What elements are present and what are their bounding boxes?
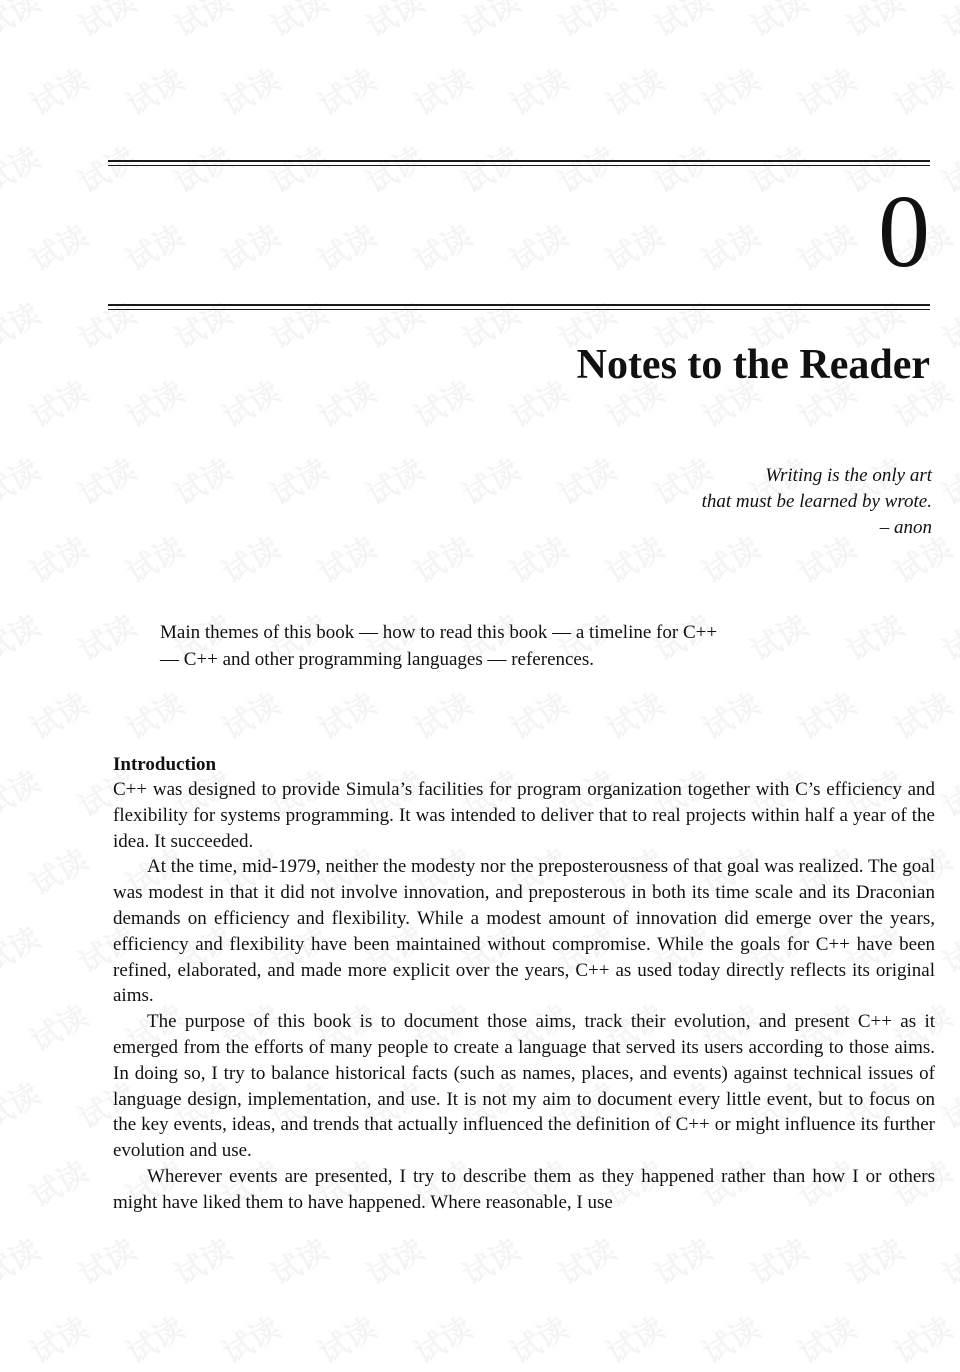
watermark-mark	[21, 524, 95, 592]
watermark-mark	[933, 602, 960, 670]
watermark-mark	[933, 1226, 960, 1294]
watermark-mark	[789, 56, 863, 124]
watermark-mark	[549, 0, 623, 46]
watermark-mark	[405, 212, 479, 280]
watermark-mark	[357, 446, 431, 514]
watermark-mark	[69, 134, 143, 202]
watermark-mark	[405, 56, 479, 124]
watermark-mark	[21, 1304, 95, 1372]
watermark-mark	[21, 680, 95, 748]
watermark-mark	[453, 0, 527, 46]
watermark-mark	[453, 1226, 527, 1294]
themes-line-2: — C++ and other programming languages — references.	[160, 649, 595, 670]
watermark-mark	[117, 56, 191, 124]
watermark-mark	[357, 290, 431, 358]
watermark-mark	[213, 1304, 287, 1372]
watermark-mark	[0, 0, 47, 46]
watermark-mark	[597, 680, 671, 748]
watermark-mark	[885, 56, 959, 124]
watermark-mark	[549, 446, 623, 514]
chapter-rule-top-thin	[108, 165, 930, 166]
paragraph-4: Wherever events are presented, I try to describe them as they happened rather than how I or others might have liked them to have happened. Where reasonable, I use	[113, 1165, 935, 1213]
watermark-mark	[693, 56, 767, 124]
watermark-mark	[213, 212, 287, 280]
section-heading: Introduction	[113, 754, 217, 775]
paragraph-3: The purpose of this book is to document those aims, track their evolution, and present C++ as it emerged from the efforts of many people to create a language that served its users according to those aims. In doing so, I try to balance historical facts (such as names, places, and events) against technical issues of language design, implementation, and use. It is not my aim to document every little event, but to focus on the key events, ideas, and trends that actually influenced the definition of C++ or might influence its further evolution and use.	[113, 1011, 935, 1162]
watermark-mark	[501, 680, 575, 748]
watermark-mark	[69, 290, 143, 358]
watermark-mark	[789, 1304, 863, 1372]
watermark-mark	[357, 0, 431, 46]
watermark-mark	[933, 1070, 960, 1138]
watermark-mark	[0, 290, 47, 358]
watermark-mark	[69, 1226, 143, 1294]
watermark-mark	[357, 1226, 431, 1294]
watermark-mark	[0, 758, 47, 826]
watermark-mark	[117, 524, 191, 592]
chapter-number: 0	[878, 174, 930, 289]
epigraph-attribution: – anon	[879, 517, 932, 538]
epigraph-line-2: that must be learned by wrote.	[701, 491, 932, 512]
watermark-mark	[309, 524, 383, 592]
watermark-mark	[933, 134, 960, 202]
watermark-mark	[597, 212, 671, 280]
watermark-mark	[69, 446, 143, 514]
watermark-mark	[69, 602, 143, 670]
watermark-mark	[213, 680, 287, 748]
themes-line-1: Main themes of this book — how to read this book — a timeline for C++	[160, 622, 718, 643]
chapter-themes	[160, 619, 900, 673]
watermark-mark	[165, 1226, 239, 1294]
watermark-mark	[501, 212, 575, 280]
watermark-mark	[645, 1226, 719, 1294]
watermark-mark	[0, 914, 47, 982]
watermark-mark	[0, 1226, 47, 1294]
watermark-mark	[933, 914, 960, 982]
watermark-mark	[405, 524, 479, 592]
watermark-mark	[693, 1304, 767, 1372]
watermark-mark	[693, 212, 767, 280]
watermark-mark	[453, 290, 527, 358]
watermark-mark	[117, 1304, 191, 1372]
watermark-mark	[213, 56, 287, 124]
watermark-mark	[933, 0, 960, 46]
watermark-mark	[501, 1304, 575, 1372]
watermark-mark	[261, 446, 335, 514]
watermark-mark	[309, 56, 383, 124]
watermark-mark	[885, 1304, 959, 1372]
paragraph-2: At the time, mid-1979, neither the modesty nor the preposterousness of that goal was realized. The goal was modest in that it did not involve innovation, and preposterous in both its time scale and its Draconian demands on efficiency and flexibility. While a modest amount of innovation did emerge over the years, efficiency and flexibility have been maintained without compromise. While the goals for C++ have been refined, elaborated, and made more explicit over the years, C++ as used today directly reflects its original aims.	[113, 856, 935, 1007]
chapter-rule-bottom	[108, 304, 930, 306]
watermark-mark	[69, 0, 143, 46]
chapter-rule-top	[108, 160, 930, 162]
watermark-mark	[597, 1304, 671, 1372]
watermark-mark	[597, 56, 671, 124]
watermark-mark	[0, 602, 47, 670]
paragraph-1: C++ was designed to provide Simula’s facilities for program organization together with C’s efficiency and flexibility for systems programming. It was intended to deliver that to real projects within half a year of the idea. It succeeded.	[113, 779, 935, 852]
watermark-mark	[405, 368, 479, 436]
watermark-mark	[117, 212, 191, 280]
chapter-title: Notes to the Reader	[576, 342, 930, 388]
watermark-mark	[261, 134, 335, 202]
watermark-mark	[741, 134, 815, 202]
watermark-mark	[21, 1148, 95, 1216]
watermark-mark	[837, 1226, 911, 1294]
watermark-mark	[309, 680, 383, 748]
watermark-mark	[933, 446, 960, 514]
watermark-mark	[21, 992, 95, 1060]
watermark-mark	[0, 134, 47, 202]
epigraph	[702, 463, 932, 541]
watermark-mark	[165, 134, 239, 202]
watermark-mark	[741, 0, 815, 46]
watermark-mark	[885, 680, 959, 748]
watermark-mark	[21, 368, 95, 436]
watermark-mark	[165, 0, 239, 46]
watermark-mark	[453, 446, 527, 514]
watermark-mark	[309, 212, 383, 280]
watermark-mark	[453, 134, 527, 202]
watermark-mark	[261, 1226, 335, 1294]
watermark-mark	[645, 0, 719, 46]
watermark-mark	[21, 56, 95, 124]
watermark-mark	[741, 1226, 815, 1294]
watermark-mark	[789, 680, 863, 748]
watermark-mark	[645, 134, 719, 202]
watermark-mark	[549, 134, 623, 202]
watermark-mark	[165, 290, 239, 358]
watermark-mark	[597, 524, 671, 592]
watermark-mark	[309, 1304, 383, 1372]
watermark-mark	[933, 758, 960, 826]
watermark-mark	[117, 368, 191, 436]
watermark-mark	[693, 680, 767, 748]
watermark-mark	[21, 212, 95, 280]
watermark-mark	[0, 1070, 47, 1138]
chapter-rule-bottom-thin	[108, 309, 930, 310]
epigraph-line-1: Writing is the only art	[765, 465, 932, 486]
watermark-mark	[933, 290, 960, 358]
watermark-mark	[357, 134, 431, 202]
introduction-section	[113, 752, 935, 1216]
watermark-mark	[501, 524, 575, 592]
watermark-mark	[213, 524, 287, 592]
watermark-mark	[309, 368, 383, 436]
watermark-mark	[0, 446, 47, 514]
watermark-mark	[261, 0, 335, 46]
watermark-mark	[549, 1226, 623, 1294]
watermark-mark	[501, 56, 575, 124]
watermark-mark	[405, 680, 479, 748]
watermark-mark	[117, 680, 191, 748]
watermark-mark	[165, 446, 239, 514]
watermark-mark	[789, 212, 863, 280]
watermark-mark	[261, 290, 335, 358]
watermark-mark	[837, 0, 911, 46]
watermark-mark	[501, 368, 575, 436]
watermark-mark	[405, 1304, 479, 1372]
watermark-mark	[213, 368, 287, 436]
watermark-mark	[21, 836, 95, 904]
